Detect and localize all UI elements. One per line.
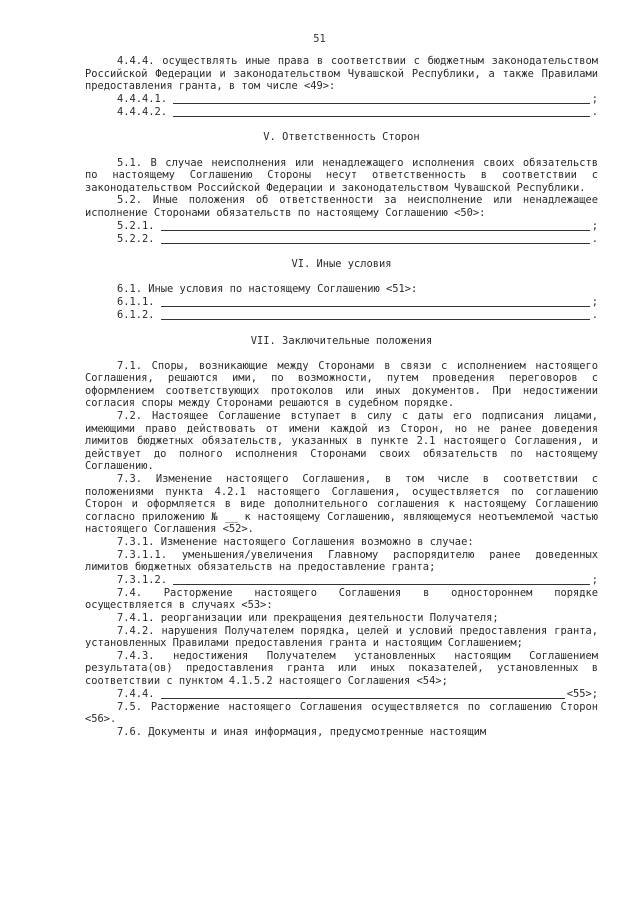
paragraph: 7.5. Расторжение настоящего Соглашения осуществляется по соглашению Сторон <56>. — [85, 700, 598, 726]
clause-number: 6.1.1. — [117, 296, 155, 309]
page-number: 51 — [313, 33, 326, 45]
blank-underline — [161, 233, 590, 244]
paragraph: 7.3.1.1. уменьшения/увеличения Главному распорядителю ранее доведенных лимитов бюджетных обязательств на предоставление гранта; — [85, 548, 598, 574]
fill-in-line — [85, 574, 598, 587]
fill-in-line — [85, 688, 598, 701]
blank-underline — [173, 106, 590, 117]
fill-in-line — [85, 233, 598, 246]
paragraph: 6.1. Иные условия по настоящему Соглашению <51>: — [117, 283, 418, 296]
line-ending: . — [591, 309, 598, 322]
paragraph: 7.4. Расторжение настоящего Соглашения в одностороннем порядке осуществляется в случаях <53>: — [85, 586, 598, 612]
paragraph: 7.4.3. недостижения Получателем установленных настоящим Соглашением результата(ов) предоставления гранта или иных показателей, установленных в соответствии с пунктом 4.1.5.2 настоящего Соглашения <54>; — [85, 649, 598, 687]
fill-in-line — [85, 220, 598, 233]
fill-in-line — [85, 106, 598, 119]
paragraph: 7.6. Документы и иная информация, предусмотренные настоящим — [117, 725, 487, 738]
line-ending: . — [591, 106, 598, 119]
spacer — [85, 271, 598, 284]
paragraph: 5.2. Иные положения об ответственности за неисполнение или ненадлежащее исполнение Сторонами обязательств по настоящему Соглашению <50>: — [85, 194, 598, 219]
line-ending: . — [591, 232, 598, 245]
line-ending: ; — [591, 574, 598, 587]
section-heading: VII. Заключительные положения — [250, 334, 433, 347]
blank-underline — [161, 296, 590, 307]
clause-number: 7.4.4. — [117, 687, 155, 700]
blank-underline — [161, 220, 590, 231]
clause-number: 4.4.4.2. — [117, 106, 168, 119]
fill-in-line — [85, 309, 598, 322]
clause-number: 6.1.2. — [117, 309, 155, 322]
spacer — [85, 144, 598, 157]
section-heading: VI. Иные условия — [291, 258, 392, 271]
blank-underline — [161, 309, 590, 320]
paragraph: 7.4.2. нарушения Получателем порядка, целей и условий предоставления гранта, установленных Правилами предоставления гранта и настоящим Соглашением; — [85, 624, 598, 650]
paragraph: 7.3. Изменение настоящего Соглашения, в том числе в соответствии с положениями пункта 4.2.1 настоящего Соглашения, осуществляется по соглашению Сторон и оформляется в виде дополнительного соглашения к настоящему Соглашению согласно приложению № __ к настоящему Соглашению, являющемуся неотъемлемой частью настоящего Соглашения <52>. — [85, 473, 598, 536]
paragraph: 5.1. В случае неисполнения или ненадлежащего исполнения своих обязательств по настоящему Соглашению Стороны несут ответственность в соответствии с законодательством Российской Федерации и законодательством Чувашской Республики. — [85, 156, 598, 194]
line-ending: ; — [591, 219, 598, 232]
line-ending: ; — [591, 93, 598, 106]
paragraph: 7.4.1. реорганизации или прекращения деятельности Получателя; — [117, 611, 499, 624]
paragraph: 7.1. Споры, возникающие между Сторонами в связи с исполнением настоящего Соглашения, решаются ими, по возможности, путем проведения переговоров с оформлением соответствующих протоколов или иных документов. При недостижении согласия споры между Сторонами решаются в судебном порядке. — [85, 359, 598, 410]
fill-in-line — [85, 93, 598, 106]
clause-number: 5.2.2. — [117, 232, 155, 245]
paragraph: 4.4.4. осуществлять иные права в соответствии с бюджетным законодательством Российской Федерации и законодательством Чувашской Республики, а также Правилами предоставления гранта, в том числе <49>: — [85, 55, 598, 93]
section-heading: V. Ответственность Сторон — [263, 131, 420, 144]
clause-number: 7.3.1.2. — [117, 574, 168, 587]
spacer — [85, 322, 598, 335]
line-ending: <55>; — [566, 687, 598, 700]
clause-number: 4.4.4.1. — [117, 93, 168, 106]
blank-underline — [173, 574, 590, 585]
blank-underline — [173, 93, 590, 104]
clause-number: 5.2.1. — [117, 219, 155, 232]
spacer — [85, 347, 598, 360]
paragraph: 7.2. Настоящее Соглашение вступает в силу с даты его подписания лицами, имеющими право действовать от имени каждой из Сторон, но не ранее доведения лимитов бюджетных обязательств, указанных в пункте 2.1 настоящего Соглашения, и действует до полного исполнения Сторонами своих обязательств по настоящему Соглашению. — [85, 410, 598, 473]
fill-in-line — [85, 296, 598, 309]
line-ending: ; — [591, 296, 598, 309]
document-body — [85, 55, 598, 738]
blank-underline — [161, 688, 565, 699]
spacer — [85, 246, 598, 259]
spacer — [85, 119, 598, 132]
paragraph: 7.3.1. Изменение настоящего Соглашения возможно в случае: — [117, 536, 474, 548]
